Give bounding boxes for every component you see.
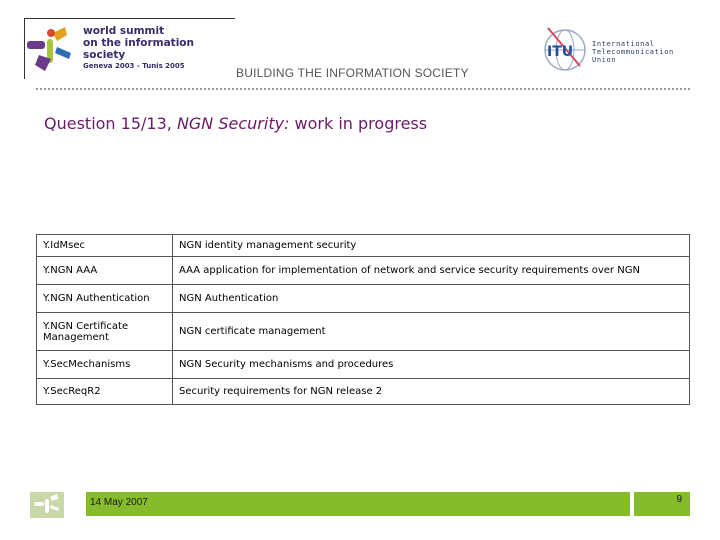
footer-date: 14 May 2007 <box>90 497 148 508</box>
table-row <box>37 313 690 351</box>
wsis-line-2: on the information society <box>83 37 194 61</box>
page-number: 9 <box>676 494 682 505</box>
work-item-name: Y.IdMsec <box>37 235 173 257</box>
tagline: BUILDING THE INFORMATION SOCIETY <box>236 66 469 80</box>
table-row <box>37 351 690 379</box>
work-item-desc: NGN Security mechanisms and procedures <box>173 351 690 379</box>
itu-line-2: Telecommunication <box>592 48 674 56</box>
itu-globe-icon <box>540 18 590 78</box>
work-item-desc: AAA application for implementation of network and service security requirements over NGN <box>173 257 690 285</box>
work-item-desc: NGN Authentication <box>173 285 690 313</box>
footer-emblem <box>30 492 64 518</box>
table-row <box>37 285 690 313</box>
work-item-name: Y.SecReqR2 <box>37 379 173 405</box>
work-item-name: Y.NGN Certificate Management <box>37 313 173 351</box>
title-suffix: work in progress <box>294 114 428 133</box>
title-emphasis: NGN Security: <box>176 114 290 133</box>
work-item-desc: Security requirements for NGN release 2 <box>173 379 690 405</box>
work-item-desc: NGN certificate management <box>173 313 690 351</box>
itu-line-3: Union <box>592 56 617 64</box>
title-prefix: Question 15/13, <box>44 114 172 133</box>
wsis-emblem-icon <box>27 25 79 77</box>
wsis-footer-icon <box>30 492 64 518</box>
table-row <box>37 257 690 285</box>
wsis-logo <box>24 18 235 79</box>
wsis-line-3: Geneva 2003 - Tunis 2005 <box>83 62 185 70</box>
wsis-wordmark <box>83 25 235 71</box>
wsis-line-1: world summit <box>83 25 165 37</box>
itu-line-1: International <box>592 40 655 48</box>
work-item-name: Y.SecMechanisms <box>37 351 173 379</box>
itu-acronym: ITU <box>547 44 574 60</box>
footer-bar <box>86 492 630 516</box>
header-divider <box>36 88 690 90</box>
work-item-desc: NGN identity management security <box>173 235 690 257</box>
work-item-name: Y.NGN AAA <box>37 257 173 285</box>
work-item-name: Y.NGN Authentication <box>37 285 173 313</box>
itu-logo <box>540 18 590 78</box>
itu-name <box>592 40 674 64</box>
table-row <box>37 379 690 405</box>
table-row <box>37 235 690 257</box>
page-number-box <box>634 492 690 516</box>
slide-title <box>44 114 427 133</box>
work-items-table <box>36 234 690 405</box>
